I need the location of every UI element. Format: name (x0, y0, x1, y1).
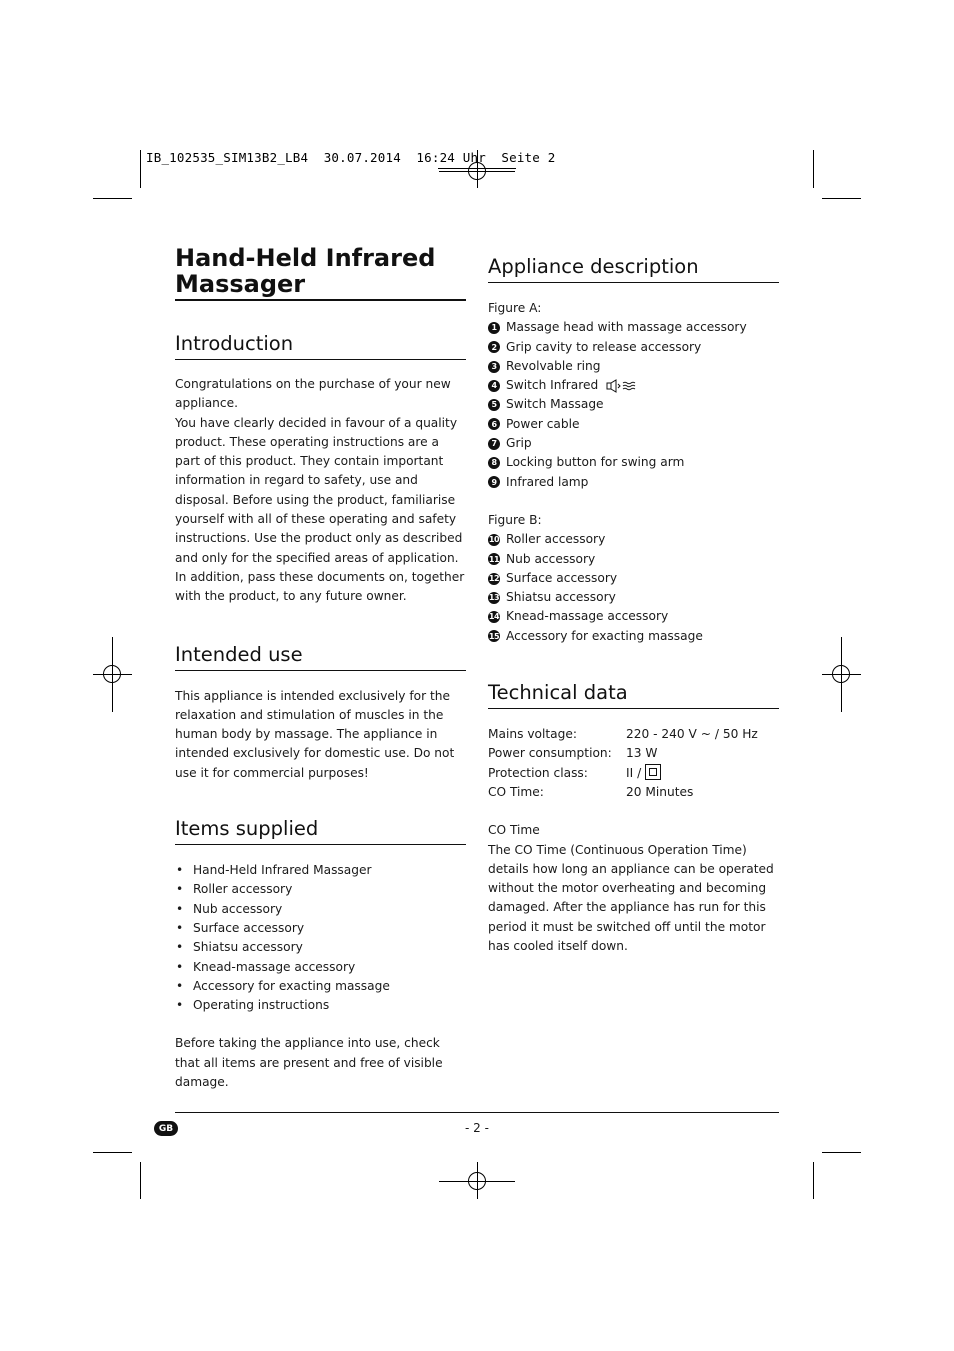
number-badge: 11 (488, 554, 500, 564)
crop-mark (813, 1162, 814, 1199)
intended-use-text (175, 687, 466, 783)
footer-rule (175, 1112, 779, 1113)
introduction-heading: Introduction (175, 332, 294, 355)
technical-data-table (488, 725, 779, 802)
list-item-text: Switch Infrared (506, 378, 599, 393)
tech-key: CO Time: (488, 784, 544, 799)
figure-b-list (488, 530, 779, 646)
list-item-text: Accessory for exacting massage (193, 978, 390, 993)
number-badge: 7 (488, 438, 500, 450)
figure-a-list (488, 318, 779, 492)
number-badge: 10 (488, 535, 500, 545)
items-supplied-list (175, 861, 466, 1015)
infrared-symbol-icon (606, 379, 636, 393)
list-item (488, 357, 779, 376)
list-item-text: Switch Massage (506, 397, 604, 412)
list-item: • Nub accessory (176, 901, 283, 916)
list-item: • Shiatsu accessory (176, 940, 303, 955)
slug-underline (438, 168, 516, 169)
intended-use-heading: Intended use (175, 642, 303, 666)
registration-circle (832, 665, 850, 683)
list-item (488, 569, 779, 588)
section-rule (488, 282, 779, 283)
number-badge: 4 (488, 380, 500, 392)
appliance-description-heading: Appliance description (488, 255, 699, 278)
list-item-text: Roller accessory (193, 882, 293, 897)
crop-mark (140, 150, 141, 188)
list-item-text: Accessory for exacting massage (506, 628, 703, 643)
section-rule (175, 359, 466, 360)
list-item-text: Surface accessory (506, 570, 618, 585)
section-rule (175, 844, 466, 845)
list-item: • Accessory for exacting massage (176, 978, 390, 993)
list-item (488, 338, 779, 357)
list-item-text: Surface accessory (193, 920, 305, 935)
tech-row (488, 764, 779, 783)
list-item-text: Hand-Held Infrared Massager (193, 863, 372, 878)
section-rule (175, 670, 466, 671)
list-item-text: Shiatsu accessory (506, 590, 616, 605)
list-item-text: Knead-massage accessory (193, 959, 356, 974)
list-item: • Surface accessory (176, 920, 305, 935)
tech-key: Protection class: (488, 765, 588, 780)
items-supplied-note (175, 1034, 466, 1092)
list-item-text: Grip (506, 436, 532, 451)
list-item-text: Locking button for swing arm (506, 455, 685, 470)
paragraph: Congratulations on the purchase of your new appliance. (175, 377, 451, 411)
number-badge: 9 (488, 476, 500, 488)
introduction-text (175, 375, 466, 607)
section-rule (488, 708, 779, 709)
crop-mark (813, 150, 814, 188)
number-badge: 6 (488, 418, 500, 430)
crop-mark (822, 198, 861, 199)
number-badge: 8 (488, 457, 500, 469)
list-item: • Roller accessory (176, 882, 293, 897)
number-badge: 2 (488, 341, 500, 353)
list-item (488, 434, 779, 453)
list-item (488, 588, 779, 607)
list-item: • Hand-Held Infrared Massager (176, 863, 372, 878)
right-column (488, 255, 779, 956)
crop-mark (93, 198, 132, 199)
list-item-text: Revolvable ring (506, 358, 601, 373)
paragraph: The CO Time (Continuous Operation Time) details how long an appliance can be operated without the motor overheating and becoming damaged. After the appliance has run for this period it must be switched off until the motor has cooled itself down. (488, 842, 774, 954)
list-item (488, 627, 779, 646)
tech-row (488, 783, 779, 802)
list-item-text: Shiatsu accessory (193, 940, 303, 955)
figure-a-label: Figure A: (488, 301, 542, 315)
tech-row (488, 725, 779, 744)
number-badge: 3 (488, 361, 500, 373)
list-item-text: Infrared lamp (506, 474, 589, 489)
tech-row (488, 744, 779, 763)
list-item-text: Knead-massage accessory (506, 609, 669, 624)
list-item-text: Operating instructions (193, 998, 330, 1013)
registration-circle (468, 1172, 486, 1190)
list-item-text: Nub accessory (506, 551, 596, 566)
number-badge: 5 (488, 399, 500, 411)
list-item-text: Nub accessory (193, 901, 283, 916)
protection-class-icon (645, 764, 661, 780)
tech-value: II / (626, 765, 642, 780)
list-item (488, 530, 779, 549)
registration-circle (103, 665, 121, 683)
co-time-heading: CO Time (488, 823, 540, 838)
tech-key: Power consumption: (488, 746, 612, 761)
tech-value: 220 - 240 V ~ / 50 Hz (626, 727, 758, 742)
number-badge: 14 (488, 612, 500, 622)
page-number: - 2 - (465, 1121, 489, 1135)
paragraph: You have clearly decided in favour of a quality product. These operating instructions are a part of this product. They contain important information in regard to safety, use and disposal. Before using the product, familiarise yourself with all of these operating and safety instructions. Use the product only as described and only for the specified areas of application. In addition, pass these documents on, together with the product, to any future owner. (175, 415, 465, 604)
number-badge: 15 (488, 631, 500, 641)
list-item-text: Grip cavity to release accessory (506, 339, 702, 354)
figure-b-label: Figure B: (488, 512, 542, 527)
paragraph: Before taking the appliance into use, check that all items are present and free of visible damage. (175, 1036, 443, 1090)
tech-key: Mains voltage: (488, 727, 577, 742)
number-badge: 13 (488, 593, 500, 603)
tech-value: 20 Minutes (626, 784, 694, 799)
language-badge: GB (154, 1121, 178, 1136)
title-rule (175, 299, 466, 301)
co-time-text (488, 841, 779, 957)
list-item (488, 415, 779, 434)
list-item: • Operating instructions (176, 998, 330, 1013)
tech-value: 13 W (626, 746, 658, 761)
number-badge: 1 (488, 322, 500, 334)
page-title: Hand-Held Infrared Massager (175, 244, 436, 298)
technical-data-heading: Technical data (488, 681, 628, 705)
list-item (488, 607, 779, 626)
list-item (488, 473, 779, 492)
list-item (488, 453, 779, 472)
crop-mark (822, 1152, 861, 1153)
list-item-text: Roller accessory (506, 532, 606, 547)
list-item (488, 395, 779, 414)
print-slug: IB_102535_SIM13B2_LB4 30.07.2014 16:24 Uhr Seite 2 (146, 150, 556, 165)
crop-mark (93, 1152, 132, 1153)
list-item (488, 550, 779, 569)
list-item: • Knead-massage accessory (176, 959, 356, 974)
list-item-text: Power cable (506, 416, 580, 431)
number-badge: 12 (488, 573, 500, 583)
tech-value-group (626, 764, 661, 783)
list-item (488, 318, 779, 337)
left-column (175, 245, 466, 1092)
items-supplied-heading: Items supplied (175, 817, 319, 841)
list-item (488, 376, 779, 395)
list-item-text: Massage head with massage accessory (506, 320, 747, 335)
paragraph: This appliance is intended exclusively for the relaxation and stimulation of muscles in the human body by massage. The appliance in intended exclusively for domestic use. Do not use it for commercial purposes! (175, 688, 455, 780)
crop-mark (140, 1162, 141, 1199)
